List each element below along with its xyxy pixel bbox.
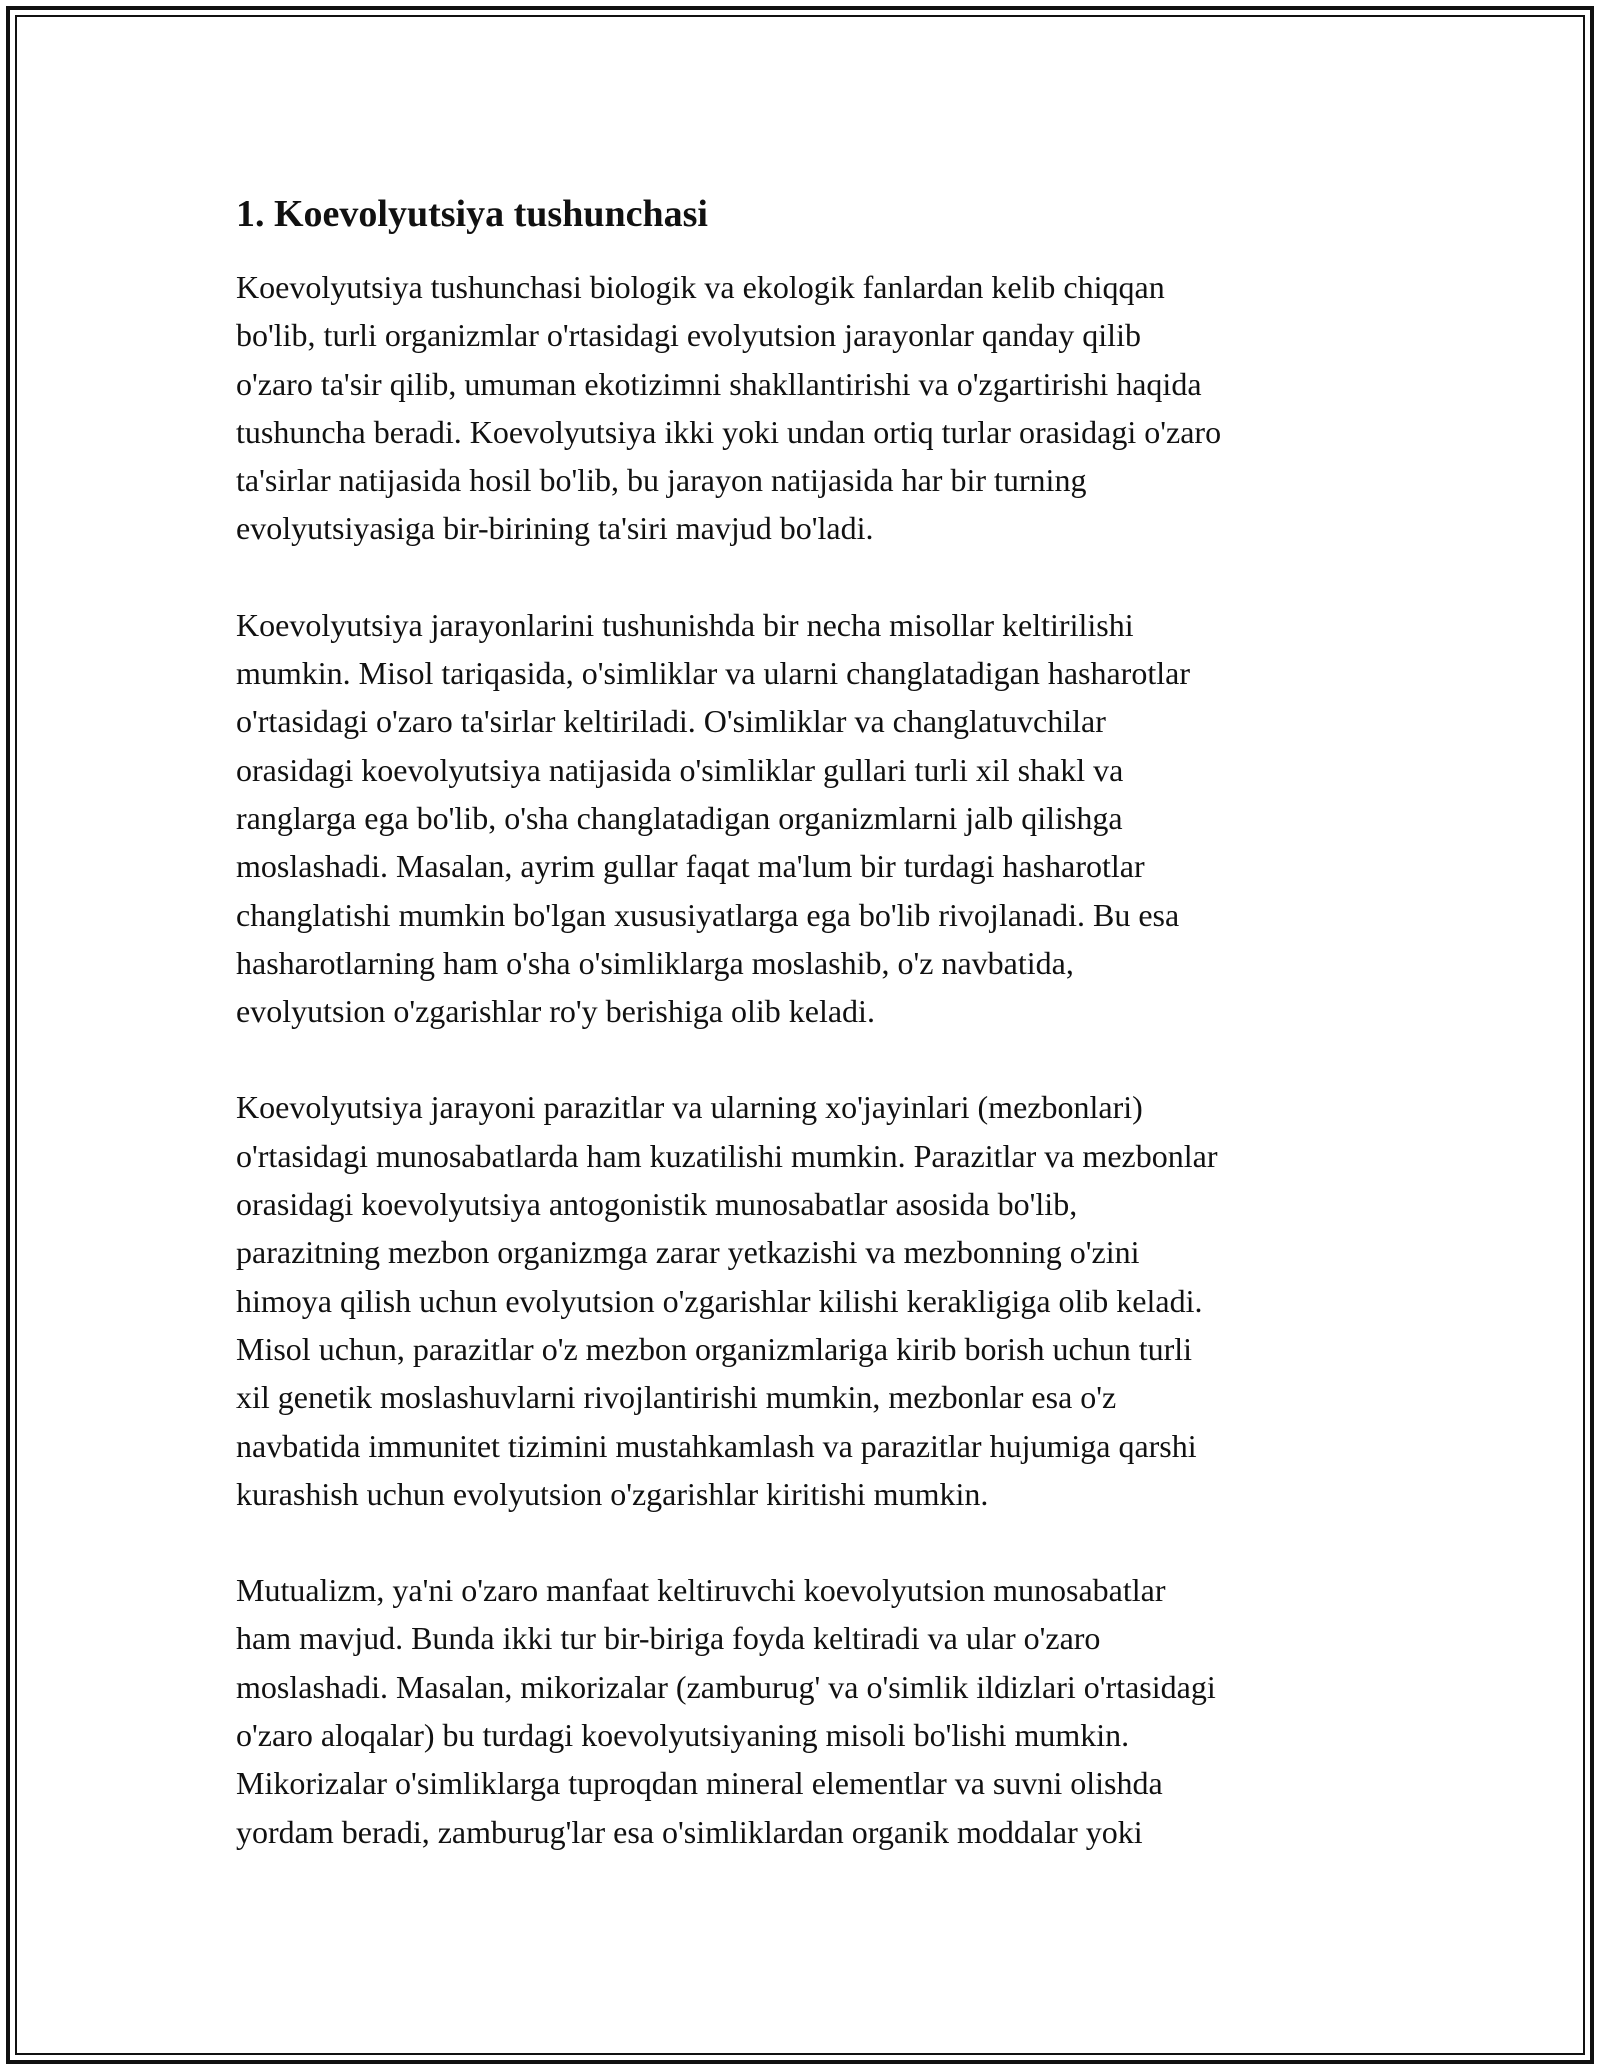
paragraph-parasites: Koevolyutsiya jarayoni parazitlar va ularning xo'jayinlari (mezbonlari) o'rtasidagi munosabatlarda ham kuzatilishi mumkin. Parazitlar va mezbonlar orasidagi koevolyutsiya antogonistik munosabatlar asosida bo'lib, parazitning mezbon organizmga zarar yetkazishi va mezbonning o'zini himoya qilish uchun evolyutsion o'zgarishlar kilishi kerakligiga olib keladi. Misol uchun, parazitlar o'z mezbon organizmlariga kirib borish uchun turli xil genetik moslashuvlarni rivojlantirishi mumkin, mezbonlar esa o'z navbatida immunitet tizimini mustahkamlash va parazitlar hujumiga qarshi kurashish uchun evolyutsion o'zgarishlar kiritishi mumkin. [236, 1089, 1218, 1512]
section-heading: 1. Koevolyutsiya tushunchasi [236, 193, 708, 235]
paragraph-definition: Koevolyutsiya tushunchasi biologik va ekologik fanlardan kelib chiqqan bo'lib, turli organizmlar o'rtasidagi evolyutsion jarayonlar qanday qilib o'zaro ta'sir qilib, umuman ekotizimni shakllantirishi va o'zgartirishi haqida tushuncha beradi. Koevolyutsiya ikki yoki undan ortiq turlar orasidagi o'zaro ta'sirlar natijasida hosil bo'lib, bu jarayon natijasida har bir turning evolyutsiyasiga bir-birining ta'siri mavjud bo'ladi. [236, 269, 1222, 547]
paragraph-pollinators: Koevolyutsiya jarayonlarini tushunishda bir necha misollar keltirilishi mumkin. Misol tariqasida, o'simliklar va ularni changlatadigan hasharotlar o'rtasidagi o'zaro ta'sirlar keltiriladi. O'simliklar va changlatuvchilar orasidagi koevolyutsiya natijasida o'simliklar gullari turli xil shakl va ranglarga ega bo'lib, o'sha changlatadigan organizmlarni jalb qilishga moslashadi. Masalan, ayrim gullar faqat ma'lum bir turdagi hasharotlar changlatishi mumkin bo'lgan xususiyatlarga ega bo'lib rivojlanadi. Bu esa hasharotlarning ham o'sha o'simliklarga moslashib, o'z navbatida, evolyutsion o'zgarishlar ro'y berishiga olib keladi. [236, 606, 1190, 1030]
paragraph-mutualism: Mutualizm, ya'ni o'zaro manfaat keltiruvchi koevolyutsion munosabatlar ham mavjud. Bunda ikki tur bir-biriga foyda keltiradi va ular o'zaro moslashadi. Masalan, mikorizalar (zamburug' va o'simlik ildizlari o'rtasidagi o'zaro aloqalar) bu turdagi koevolyutsiyaning misoli bo'lishi mumkin. Mikorizalar o'simliklarga tuproqdan mineral elementlar va suvni olishda yordam beradi, zamburug'lar esa o'simliklardan organik moddalar yoki [236, 1572, 1216, 1850]
document-body [236, 185, 1386, 1904]
